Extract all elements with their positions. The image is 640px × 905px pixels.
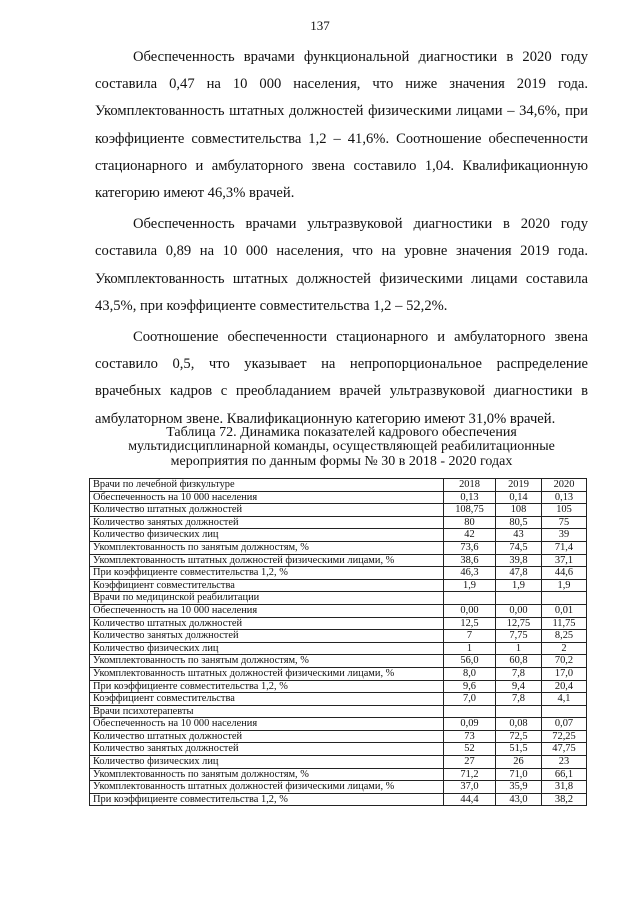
row-label: Количество штатных должностей: [90, 730, 444, 743]
cell-value: 0,00: [496, 604, 542, 617]
cell-value: 20,4: [542, 680, 587, 693]
cell-value: 23: [542, 756, 587, 769]
cell-value: 27: [444, 756, 496, 769]
cell-value: 11,75: [542, 617, 587, 630]
paragraph: Соотношение обеспеченности стационарного и амбулаторного звена составило 0,5, что указывает на непропорциональное распределение врачебных кадров с преобладанием врачей ультразвуковой диагностики в амбулаторном звене. Квалификационную категорию имеют 31,0% врачей.: [95, 329, 588, 427]
table-row: [90, 592, 587, 605]
cell-value: 2018: [444, 479, 496, 492]
row-label: Обеспеченность на 10 000 населения: [90, 491, 444, 504]
paragraph: Обеспеченность врачами ультразвуковой диагностики в 2020 году составила 0,89 на 10 000 населения, что на уровне значения 2019 года. Укомплектованность штатных должностей физическими лицами составила 43,5%, при коэффициенте совместительства 1,2 – 52,2%.: [95, 216, 588, 314]
cell-value: 38,6: [444, 554, 496, 567]
cell-value: 47,8: [496, 567, 542, 580]
cell-value: 12,75: [496, 617, 542, 630]
cell-value: 37,0: [444, 781, 496, 794]
table-row: [90, 516, 587, 529]
cell-value: 2: [542, 642, 587, 655]
body-text: [95, 44, 588, 437]
cell-value: 12,5: [444, 617, 496, 630]
cell-value: 7,0: [444, 693, 496, 706]
table-row: [90, 655, 587, 668]
cell-value: 75: [542, 516, 587, 529]
row-label: Укомплектованность штатных должностей физическими лицами, %: [90, 554, 444, 567]
table-body: [90, 479, 587, 806]
cell-value: 74,5: [496, 541, 542, 554]
cell-value: [444, 705, 496, 718]
table-row: [90, 491, 587, 504]
cell-value: 52: [444, 743, 496, 756]
page-number: 137: [310, 18, 330, 33]
cell-value: 42: [444, 529, 496, 542]
cell-value: 73,6: [444, 541, 496, 554]
row-label: Количество физических лиц: [90, 756, 444, 769]
table-row: [90, 705, 587, 718]
cell-value: 71,2: [444, 768, 496, 781]
cell-value: 1,9: [444, 579, 496, 592]
cell-value: 1,9: [496, 579, 542, 592]
cell-value: 80: [444, 516, 496, 529]
cell-value: 7,75: [496, 630, 542, 643]
cell-value: 7,8: [496, 693, 542, 706]
row-label: Укомплектованность по занятым должностям, %: [90, 655, 444, 668]
cell-value: 73: [444, 730, 496, 743]
cell-value: 7,8: [496, 667, 542, 680]
cell-value: 1: [444, 642, 496, 655]
cell-value: 0,14: [496, 491, 542, 504]
cell-value: 31,8: [542, 781, 587, 794]
table-row: [90, 743, 587, 756]
cell-value: [542, 705, 587, 718]
row-label: Коэффициент совместительства: [90, 579, 444, 592]
table-row: [90, 579, 587, 592]
cell-value: 26: [496, 756, 542, 769]
cell-value: 72,5: [496, 730, 542, 743]
cell-value: [444, 592, 496, 605]
cell-value: 71,4: [542, 541, 587, 554]
cell-value: 72,25: [542, 730, 587, 743]
cell-value: 0,00: [444, 604, 496, 617]
cell-value: 71,0: [496, 768, 542, 781]
table-row: [90, 793, 587, 806]
row-label: Количество занятых должностей: [90, 516, 444, 529]
table-row: [90, 554, 587, 567]
cell-value: 51,5: [496, 743, 542, 756]
cell-value: 0,07: [542, 718, 587, 731]
table-row: [90, 756, 587, 769]
staffing-table: [89, 478, 587, 806]
cell-value: 9,6: [444, 680, 496, 693]
row-label: Врачи по медицинской реабилитации: [90, 592, 444, 605]
row-label: Количество физических лиц: [90, 529, 444, 542]
cell-value: 7: [444, 630, 496, 643]
cell-value: [496, 592, 542, 605]
row-label: Укомплектованность по занятым должностям, %: [90, 541, 444, 554]
table-caption: Таблица 72. Динамика показателей кадрового обеспечения мультидисциплинарной команды, осуществляющей реабилитационные мероприятия по данным формы № 30 в 2018 - 2020 годах: [128, 425, 555, 469]
cell-value: 0,13: [444, 491, 496, 504]
row-label: Количество штатных должностей: [90, 504, 444, 517]
cell-value: 8,0: [444, 667, 496, 680]
table-row: [90, 718, 587, 731]
cell-value: [542, 592, 587, 605]
cell-value: 17,0: [542, 667, 587, 680]
table-row: [90, 604, 587, 617]
cell-value: 4,1: [542, 693, 587, 706]
paragraph: Обеспеченность врачами функциональной диагностики в 2020 году составила 0,47 на 10 000 населения, что ниже значения 2019 года. Укомплектованность штатных должностей физическими лицами – 34,6%, при коэффициенте совместительства 1,2 – 41,6%. Соотношение обеспеченности стационарного и амбулаторного звена составило 1,04. Квалификационную категорию имеют 46,3% врачей.: [95, 49, 588, 202]
table-row: [90, 504, 587, 517]
cell-value: 0,13: [542, 491, 587, 504]
cell-value: 105: [542, 504, 587, 517]
cell-value: 43: [496, 529, 542, 542]
row-label: Коэффициент совместительства: [90, 693, 444, 706]
cell-value: 46,3: [444, 567, 496, 580]
row-label: Укомплектованность штатных должностей физическими лицами, %: [90, 781, 444, 794]
row-label: При коэффициенте совместительства 1,2, %: [90, 567, 444, 580]
cell-value: 1,9: [542, 579, 587, 592]
row-label: Количество занятых должностей: [90, 743, 444, 756]
cell-value: 2019: [496, 479, 542, 492]
row-label: Укомплектованность по занятым должностям, %: [90, 768, 444, 781]
cell-value: [496, 705, 542, 718]
cell-value: 39: [542, 529, 587, 542]
table-row: [90, 617, 587, 630]
table-row: [90, 693, 587, 706]
table-row: [90, 781, 587, 794]
cell-value: 39,8: [496, 554, 542, 567]
cell-value: 35,9: [496, 781, 542, 794]
table-header-row: [90, 479, 587, 492]
table-row: [90, 730, 587, 743]
row-label: Обеспеченность на 10 000 населения: [90, 604, 444, 617]
row-label: При коэффициенте совместительства 1,2, %: [90, 680, 444, 693]
cell-value: 47,75: [542, 743, 587, 756]
table-row: [90, 768, 587, 781]
cell-value: 80,5: [496, 516, 542, 529]
row-label: Количество штатных должностей: [90, 617, 444, 630]
table-row: [90, 567, 587, 580]
table-row: [90, 642, 587, 655]
cell-value: 0,01: [542, 604, 587, 617]
cell-value: 70,2: [542, 655, 587, 668]
table-row: [90, 630, 587, 643]
cell-value: 66,1: [542, 768, 587, 781]
row-label: Количество занятых должностей: [90, 630, 444, 643]
cell-value: 0,09: [444, 718, 496, 731]
table-row: [90, 529, 587, 542]
row-label: Обеспеченность на 10 000 населения: [90, 718, 444, 731]
cell-value: 44,6: [542, 567, 587, 580]
row-label: При коэффициенте совместительства 1,2, %: [90, 793, 444, 806]
table-row: [90, 667, 587, 680]
cell-value: 43,0: [496, 793, 542, 806]
table-row: [90, 541, 587, 554]
cell-value: 44,4: [444, 793, 496, 806]
row-label: Укомплектованность штатных должностей физическими лицами, %: [90, 667, 444, 680]
cell-value: 60,8: [496, 655, 542, 668]
cell-value: 56,0: [444, 655, 496, 668]
cell-value: 1: [496, 642, 542, 655]
row-label: Количество физических лиц: [90, 642, 444, 655]
cell-value: 2020: [542, 479, 587, 492]
cell-value: 108: [496, 504, 542, 517]
cell-value: 9,4: [496, 680, 542, 693]
row-label: Врачи по лечебной физкультуре: [90, 479, 444, 492]
cell-value: 38,2: [542, 793, 587, 806]
cell-value: 37,1: [542, 554, 587, 567]
cell-value: 0,08: [496, 718, 542, 731]
row-label: Врачи психотерапевты: [90, 705, 444, 718]
cell-value: 108,75: [444, 504, 496, 517]
cell-value: 8,25: [542, 630, 587, 643]
table-row: [90, 680, 587, 693]
